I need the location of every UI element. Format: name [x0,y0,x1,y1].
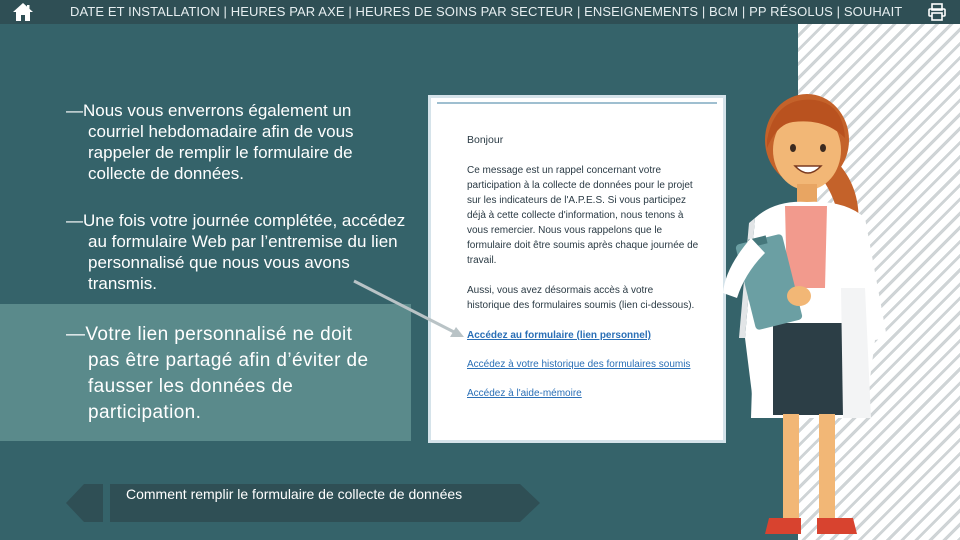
info-bullet-weekly-email [66,100,406,184]
bullet-text: —Votre lien personnalisé ne doit pas être partagé afin d’éviter de fausser les données de participation. [66,324,369,423]
email-paragraph: Aussi, vous avez désormais accès à votre historique des formulaires soumis (lien ci-dessous). [467,285,695,311]
lesson-title-bar [110,484,540,522]
pointer-arrow-icon [350,275,470,345]
email-header-line [437,102,717,104]
bullet-text: —Nous vous enverrons également un courriel hebdomadaire afin de vous rappeler de remplir le formulaire de collecte de données. [66,101,354,183]
email-link-memo[interactable]: Accédez à l'aide-mémoire [467,388,582,399]
lesson-title: Comment remplir le formulaire de collecte de données [126,486,463,502]
email-link-history[interactable]: Accédez à votre historique des formulaires soumis [467,359,691,370]
section-breadcrumb[interactable]: DATE ET INSTALLATION | HEURES PAR AXE | HEURES DE SOINS PAR SECTEUR | ENSEIGNEMENTS | BCM | PP RÉSOLUS | SOUHAIT [70,4,903,19]
email-paragraph: Ce message est un rappel concernant votre participation à la collecte de données pour le projet sur les indicateurs de l'A.P.E.S. Si vous participez déjà à cette collecte d'information, nous tenons à vous remercier. Nous vous rappelons que le formulaire doit être soumis après chaque journée de travail. [467,165,699,266]
email-greeting: Bonjour [467,134,504,146]
email-body [467,133,699,415]
info-bullet-private-link [66,322,386,426]
nurse-character-illustration [715,88,905,540]
arrow-left-icon[interactable] [66,484,103,522]
print-icon[interactable] [928,3,946,21]
bullet-text: —Une fois votre journée complétée, accédez au formulaire Web par l’entremise du lien personnalisé que nous vous avons transmis. [66,211,406,293]
top-navigation-bar [0,0,960,24]
email-link-form[interactable]: Accédez au formulaire (lien personnel) [467,330,651,341]
home-icon[interactable] [12,2,34,22]
email-preview [431,98,723,440]
